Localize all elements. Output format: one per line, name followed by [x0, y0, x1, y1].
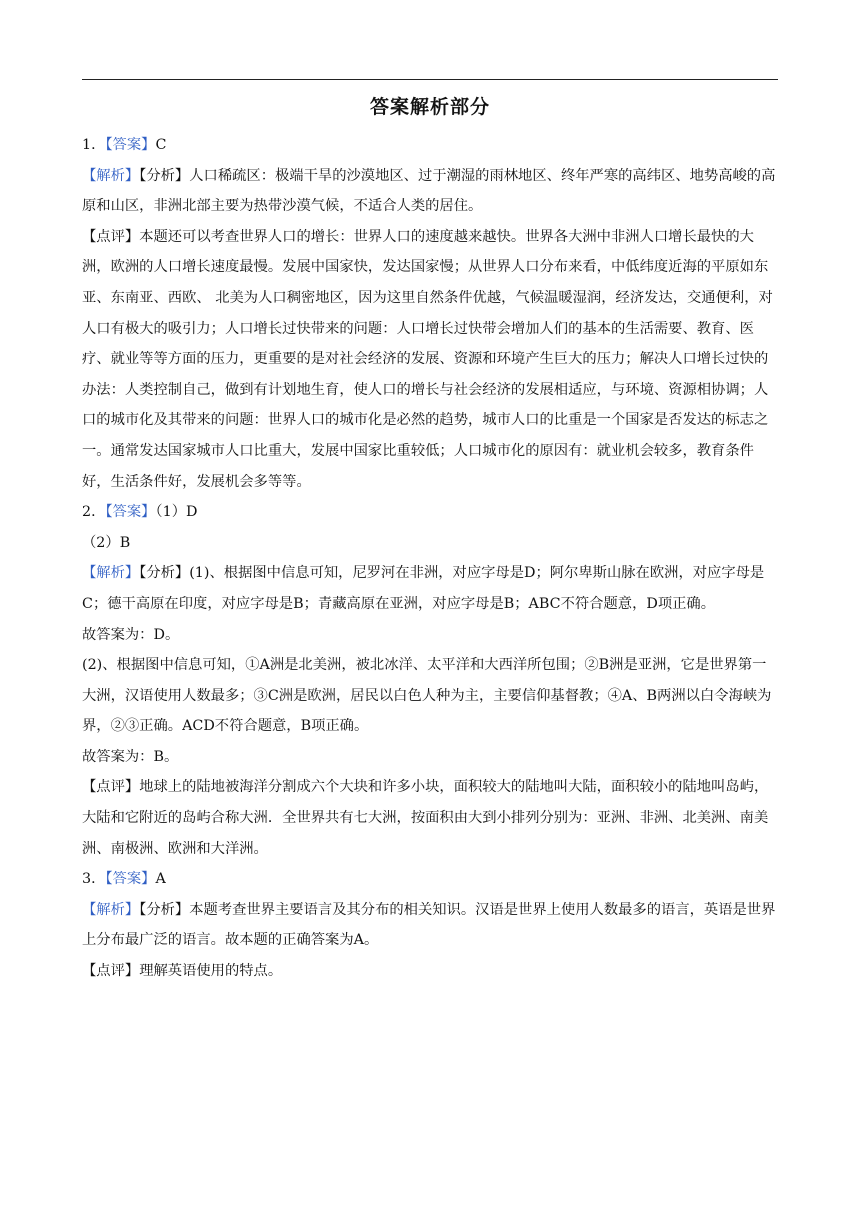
answer-label: 【答案】	[105, 504, 156, 521]
q3-answer: 3．【答案】A	[82, 871, 166, 888]
q3-comment: 【点评】理解英语使用的特点。	[82, 963, 283, 980]
q2-answer-2: （2）B	[82, 534, 131, 551]
top-divider	[82, 79, 778, 80]
answer-content	[82, 130, 779, 987]
q1-comment: 【点评】本题还可以考查世界人口的增长：世界人口的速度越来越快。世界各大洲中非洲人口增长最快的大洲，欧洲的人口增长速度最慢。发展中国家快，发达国家慢；从世界人口分布来看，中低纬度近海的平原如东亚、东南亚、西欧、 北美为人口稠密地区，因为这里自然条件优越，气候温暖湿润，经济发达，交通便利，对人口有极大的吸引力；人口增长过快带来的问题：人口增长过快带会增加人们的基本的生活需要、教育、医疗、就业等等方面的压力，更重要的是对社会经济的发展、资源和环境产生巨大的压力；解决人口增长过快的办法：人类控制自己，做到有计划地生育，使人口的增长与社会经济的发展相适应，与环境、资源相协调；人口的城市化及其带来的问题：世界人口的城市化是必然的趋势，城市人口的比重是一个国家是否发达的标志之一。通常发达国家城市人口比重大，发展中国家比重较低；人口城市化的原因有：就业机会较多，教育条件好，生活条件好，发展机会多等等。	[82, 228, 773, 490]
page-title: 答案解析部分	[369, 96, 490, 118]
answer-label: 【答案】	[105, 871, 156, 888]
q2-result-2: 故答案为：B。	[82, 748, 179, 765]
answer-label: 【答案】	[105, 137, 156, 153]
q1-answer: 1．【答案】C	[82, 137, 167, 153]
fenxi-label: 【分析】	[139, 167, 190, 184]
comment-label: 【点评】	[82, 228, 140, 245]
fenxi-label: 【分析】	[139, 565, 190, 582]
q2-comment: 【点评】地球上的陆地被海洋分割成六个大块和许多小块，面积较大的陆地叫大陆，面积较小的陆地叫岛屿，大陆和它附近的岛屿合称大洲．全世界共有七大洲，按面积由大到小排列分别为：亚洲、非洲、北美洲、南美洲、南极洲、欧洲和大洋洲。	[82, 779, 769, 857]
fenxi-label: 【分析】	[139, 901, 190, 918]
analysis-label: 【解析】	[82, 901, 140, 918]
analysis-label: 【解析】	[82, 167, 140, 184]
comment-label: 【点评】	[82, 963, 140, 980]
q1-analysis: 【解析】【分析】人口稀疏区：极端干旱的沙漠地区、过于潮湿的雨林地区、终年严寒的高纬区、地势高峻的高原和山区，非洲北部主要为热带沙漠气候，不适合人类的居住。	[82, 167, 776, 215]
q2-result-1: 故答案为：D。	[82, 626, 180, 643]
q2-analysis-1: 【解析】【分析】(1)、根据图中信息可知，尼罗河在非洲，对应字母是D；阿尔卑斯山脉在欧洲，对应字母是C；德干高原在印度，对应字母是B；青藏高原在亚洲，对应字母是B；ABC不符合题意，D项正确。	[82, 565, 765, 612]
analysis-label: 【解析】	[82, 565, 140, 582]
q2-analysis-2: (2)、根据图中信息可知，①A洲是北美洲，被北冰洋、太平洋和大西洋所包围；②B洲是亚洲，它是世界第一大洲，汉语使用人数最多；③C洲是欧洲，居民以白色人种为主，主要信仰基督教；④A、B两洲以白令海峡为界，②③正确。ACD不符合题意，B项正确。	[82, 657, 772, 735]
q3-analysis: 【解析】【分析】本题考查世界主要语言及其分布的相关知识。汉语是世界上使用人数最多的语言，英语是世界上分布最广泛的语言。故本题的正确答案为A。	[82, 901, 776, 949]
comment-label: 【点评】	[82, 779, 140, 796]
q2-answer: 2．【答案】（1）D	[82, 504, 198, 521]
